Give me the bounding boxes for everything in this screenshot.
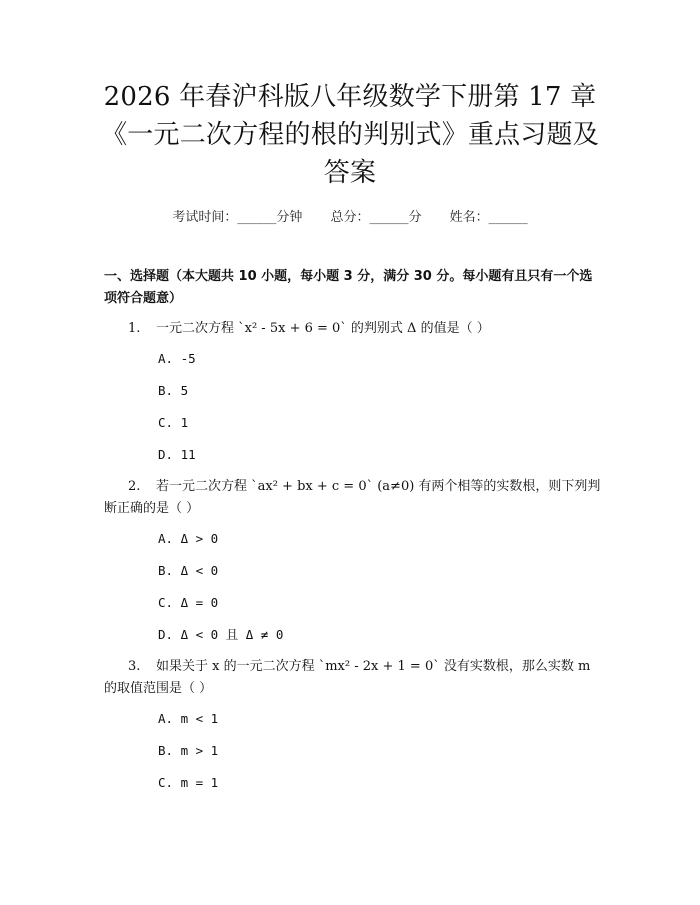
question-1 <box>104 318 602 340</box>
section-title: 一、选择题（本大题共 10 小题，每小题 3 分，满分 30 分。每小题有且只有一个选项符合题意） <box>104 269 593 306</box>
option-b: B. Δ < 0 <box>158 563 219 578</box>
exam-meta <box>0 206 700 225</box>
exam-time: 考试时间：______分钟 <box>172 210 303 225</box>
option-c: C. m = 1 <box>158 775 219 790</box>
question-text: 如果关于 x 的一元二次方程 `mx² - 2x + 1 = 0` 没有实数根，那么实数 m 的取值范围是（ ） <box>104 659 591 696</box>
exam-name: 姓名：______ <box>449 210 528 225</box>
option-b: B. 5 <box>158 383 189 398</box>
title-line: 答案 <box>323 158 377 188</box>
question-number: 2. <box>128 479 141 494</box>
question-3 <box>104 656 602 700</box>
title-line: 2026 年春沪科版八年级数学下册第 17 章 <box>103 82 597 112</box>
question-number: 3. <box>128 659 141 674</box>
title-line: 《一元二次方程的根的判别式》重点习题及 <box>101 120 599 150</box>
exam-score: 总分：______分 <box>330 210 422 225</box>
document-title <box>0 78 700 192</box>
question-text: 若一元二次方程 `ax² + bx + c = 0` (a≠0) 有两个相等的实数根，则下列判断正确的是（ ） <box>104 479 601 516</box>
option-a: A. m < 1 <box>158 711 219 726</box>
option-a: A. Δ > 0 <box>158 531 219 546</box>
question-2 <box>104 476 602 520</box>
option-c: C. 1 <box>158 415 189 430</box>
option-d: D. 11 <box>158 447 196 462</box>
option-d: D. Δ < 0 且 Δ ≠ 0 <box>158 627 284 642</box>
question-number: 1. <box>128 321 141 336</box>
option-b: B. m > 1 <box>158 743 219 758</box>
question-text: 一元二次方程 `x² - 5x + 6 = 0` 的判别式 Δ 的值是（ ） <box>156 321 490 336</box>
option-a: A. -5 <box>158 351 196 366</box>
option-c: C. Δ = 0 <box>158 595 219 610</box>
